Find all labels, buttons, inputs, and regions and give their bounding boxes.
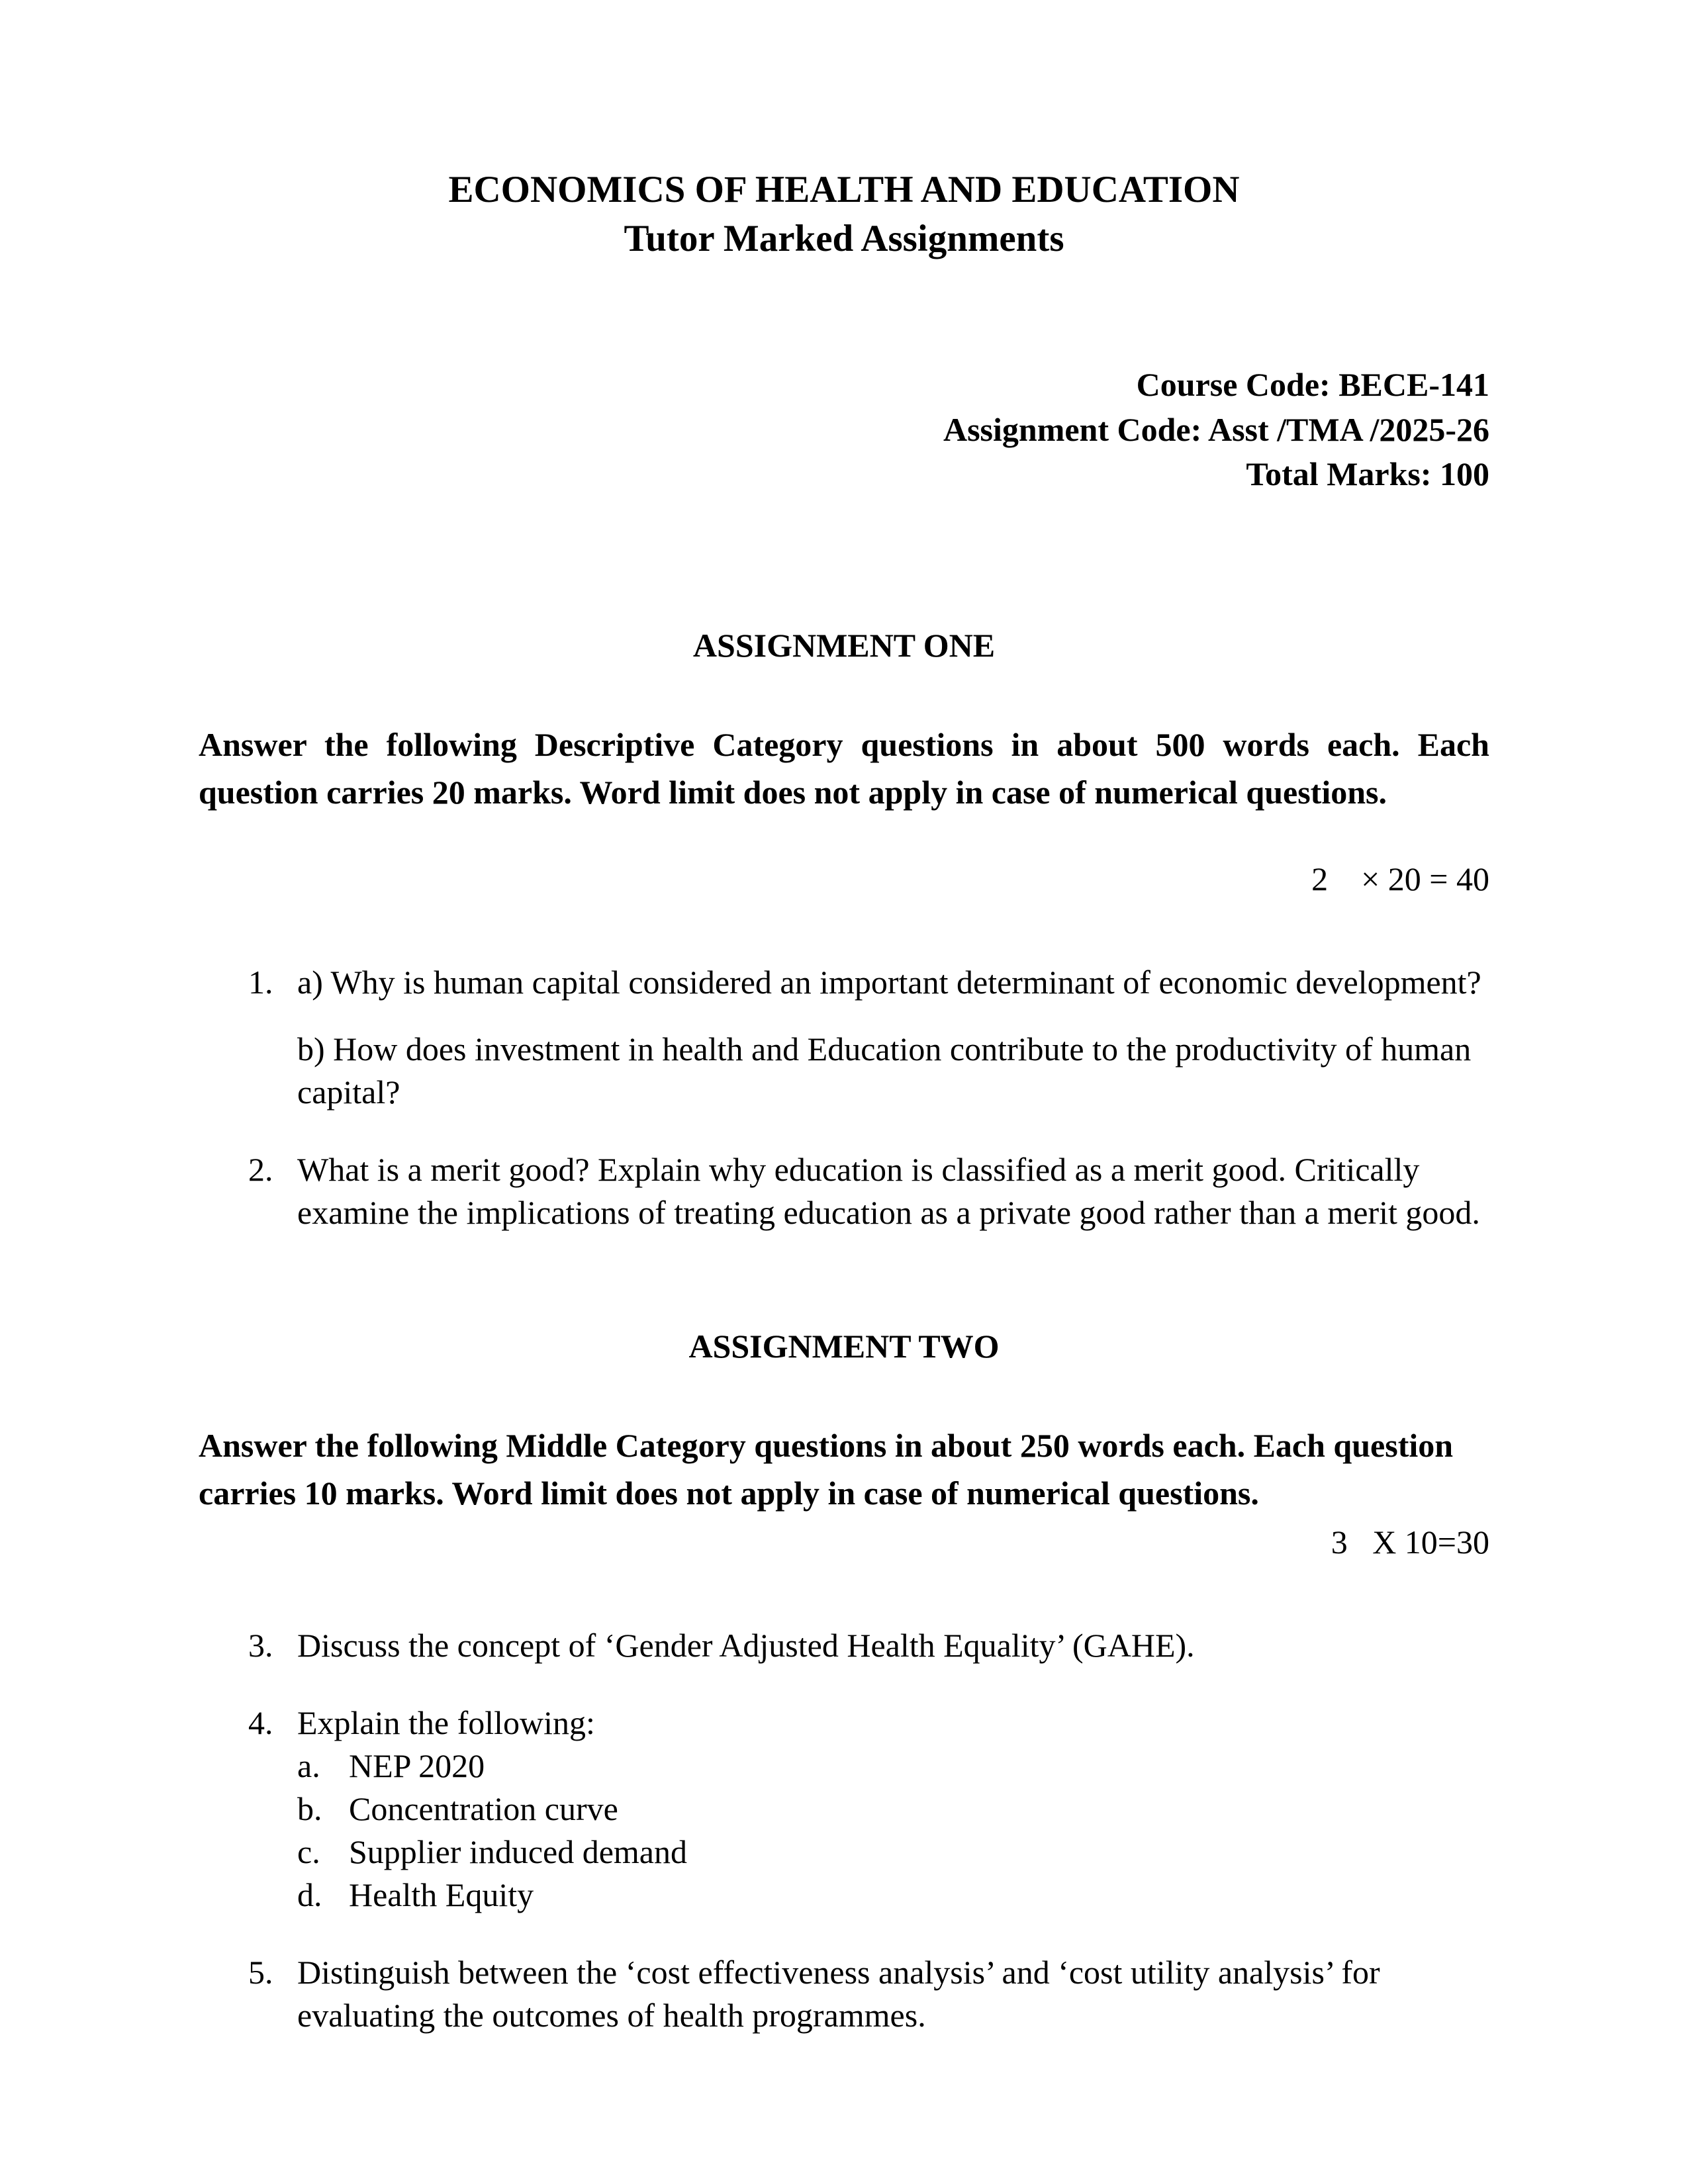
document-header [199, 165, 1489, 263]
question-4-item-a [297, 1745, 1489, 1788]
assignment-one-heading: ASSIGNMENT ONE [692, 626, 996, 664]
assignment-two-marks-formula: 3 X 10=30 [1331, 1523, 1489, 1561]
question-3-text: Discuss the concept of ‘Gender Adjusted Health Equality’ (GAHE). [297, 1626, 1195, 1664]
question-4-item-d-label: d. [297, 1876, 322, 1913]
question-4-text: Explain the following: [297, 1704, 595, 1741]
question-1-part-b: b) How does investment in health and Education contribute to the productivity of human capital? [297, 1030, 1472, 1111]
assignment-two-instructions: Answer the following Middle Category questions in about 250 words each. Each question carries 10 marks. Word limit does not apply in case of numerical questions. [199, 1426, 1454, 1512]
question-4-item-d [297, 1874, 1489, 1917]
question-4-item-c [297, 1831, 1489, 1874]
document-title: ECONOMICS OF HEALTH AND EDUCATION [448, 169, 1240, 210]
question-5-number: 5. [248, 1953, 273, 1991]
question-1-number: 1. [248, 963, 273, 1001]
question-3-number: 3. [248, 1626, 273, 1664]
question-5 [248, 1951, 1489, 2037]
question-1-part-a: a) Why is human capital considered an important determinant of economic development? [297, 963, 1481, 1001]
course-meta-block [199, 363, 1489, 497]
assignment-one-marks-formula: 2 × 20 = 40 [1311, 860, 1489, 897]
document-subtitle: Tutor Marked Assignments [624, 218, 1064, 260]
question-2-text: What is a merit good? Explain why education is classified as a merit good. Critically examine the implications of treating education as a private good rather than a merit good. [297, 1150, 1480, 1231]
assignment-two-heading: ASSIGNMENT TWO [688, 1327, 1000, 1365]
assignment-code: Assignment Code: Asst /TMA /2025-26 [943, 410, 1489, 448]
question-4-body [297, 1702, 1489, 1917]
question-4-item-d-text: Health Equity [349, 1876, 534, 1913]
question-4-item-b [297, 1788, 1489, 1831]
total-marks: Total Marks: 100 [1246, 455, 1489, 493]
question-4-item-c-label: c. [297, 1833, 320, 1870]
question-4-item-b-label: b. [297, 1790, 322, 1827]
course-code: Course Code: BECE-141 [1136, 366, 1489, 404]
assignment-one-instructions: Answer the following Descriptive Category questions in about 500 words each. Each question carries 20 marks. Word limit does not apply in case of numerical questions. [199, 725, 1489, 811]
question-4 [248, 1702, 1489, 1917]
question-4-item-a-text: NEP 2020 [349, 1747, 485, 1784]
question-4-item-a-label: a. [297, 1747, 320, 1784]
question-4-item-b-text: Concentration curve [349, 1790, 618, 1827]
question-2-number: 2. [248, 1150, 273, 1188]
question-5-text: Distinguish between the ‘cost effectiveness analysis’ and ‘cost utility analysis’ for evaluating the outcomes of health programmes. [297, 1953, 1380, 2034]
question-3 [248, 1624, 1489, 1667]
question-1 [248, 961, 1489, 1004]
question-4-number: 4. [248, 1704, 273, 1741]
question-2 [248, 1148, 1489, 1234]
question-4-item-c-text: Supplier induced demand [349, 1833, 687, 1870]
